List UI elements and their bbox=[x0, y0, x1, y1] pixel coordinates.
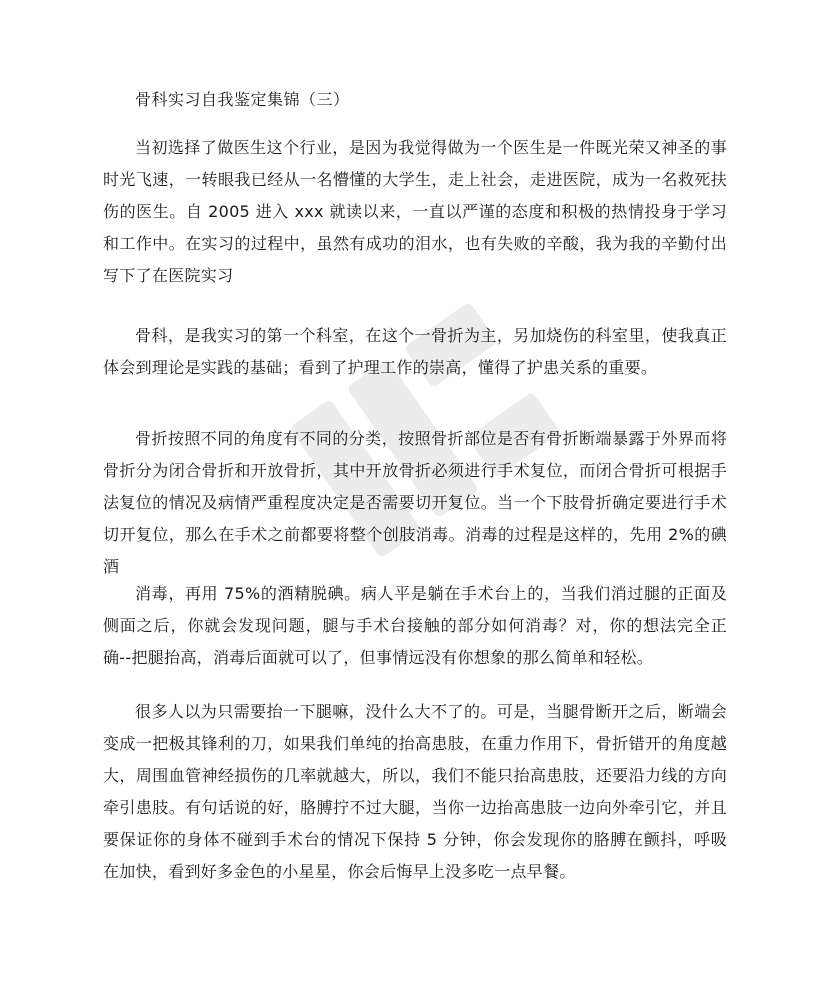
paragraph-disinfection: 消毒，再用 75%的酒精脱碘。病人平是躺在手术台上的，当我们消过腿的正面及侧面之后，你就会发现问题，腿与手术台接触的部分如何消毒？对，你的想法完全正确--把腿抬高，消毒后面就可以了，但事情远没有你想象的那么简单和轻松。 bbox=[103, 584, 727, 667]
paragraph-intro: 当初选择了做医生这个行业，是因为我觉得做为一个医生是一件既光荣又神圣的事时光飞速，一转眼我已经从一名懵懂的大学生，走上社会，走进医院，成为一名救死扶伤的医生。自 2005 进入 xxx 就读以来，一直以严谨的态度和积极的热情投身于学习和工作中。在实习的过程中，虽然有成功的泪水，也有失败的辛酸，我为我的辛勤付出写下了在医院实习 bbox=[103, 138, 727, 285]
paragraph-orthopedics: 骨科，是我实习的第一个科室，在这个一骨折为主，另加烧伤的科室里，使我真正体会到理论是实践的基础；看到了护理工作的崇高，懂得了护患关系的重要。 bbox=[103, 326, 727, 377]
paragraph-fracture-classification: 骨折按照不同的角度有不同的分类，按照骨折部位是否有骨折断端暴露于外界而将骨折分为闭合骨折和开放骨折，其中开放骨折必须进行手术复位，而闭合骨折可根据手法复位的情况及病情严重程度决定是否需要切开复位。当一个下肢骨折确定要进行手术切开复位，那么在手术之前都要将整个创肢消毒。消毒的过程是这样的，先用 2%的碘酒 bbox=[103, 429, 727, 576]
document-title: 骨科实习自我鉴定集锦（三） bbox=[135, 90, 350, 109]
paragraph-leg-traction: 很多人以为只需要抬一下腿嘛，没什么大不了的。可是，当腿骨断开之后，断端会变成一把极其锋利的刀，如果我们单纯的抬高患肢，在重力作用下，骨折错开的角度越大，周围血管神经损伤的几率就越大，所以，我们不能只抬高患肢，还要沿力线的方向牵引患肢。有句话说的好，胳膊拧不过大腿，当你一边抬高患肢一边向外牵引它，并且要保证你的身体不碰到手术台的情况下保持 5 分钟，你会发现你的胳膊在颤抖，呼吸在加快，看到好多金色的小星星，你会后悔早上没多吃一点早餐。 bbox=[103, 702, 727, 881]
